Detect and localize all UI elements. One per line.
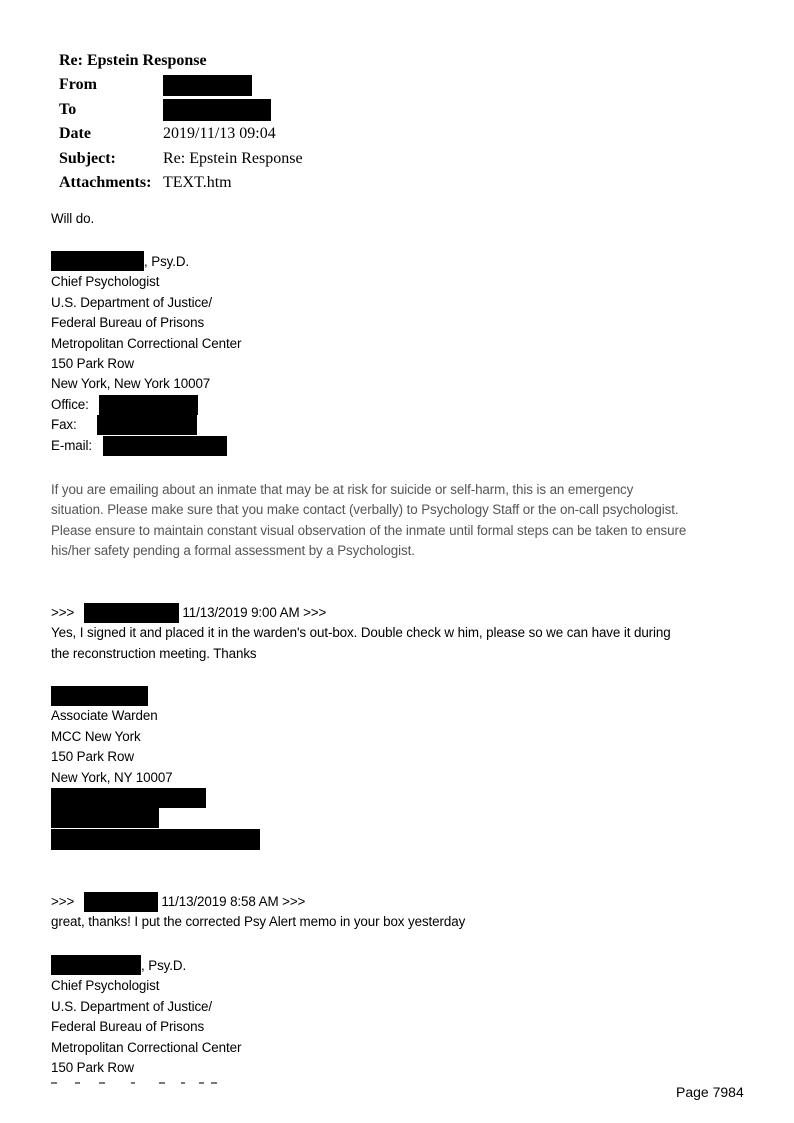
quote-timestamp: 11/13/2019 8:58 AM >>> [161,894,306,909]
redaction-box [103,436,227,456]
email-header [59,49,303,196]
fax-line [51,415,241,435]
signature-line: Metropolitan Correctional Center [51,335,242,351]
signature-line: Chief Psychologist [51,274,160,290]
page-number: Page 7984 [676,1084,744,1100]
quote-prefix: >>> [51,605,75,620]
signature-name-line [51,686,260,706]
redacted-line [51,808,260,828]
redaction-box [163,75,252,96]
signature-line: Chief Psychologist [51,978,160,994]
signature-name-line [51,252,241,272]
quote-timestamp: 11/13/2019 9:00 AM >>> [182,605,327,620]
redaction-box [51,808,159,828]
disclaimer [51,480,686,562]
signature-line: 150 Park Row [51,1059,134,1075]
signature-line: New York, NY 10007 [51,769,173,785]
signature-line: 150 Park Row [51,355,134,371]
attachments-row [59,171,303,196]
signature-line: Metropolitan Correctional Center [51,1039,242,1055]
signature-block [51,956,241,1078]
reply-text: Will do. [51,211,95,226]
reply-body [51,209,94,229]
redaction-box [99,395,198,415]
date-label: Date [59,125,91,142]
to-label: To [59,100,77,118]
to-row [59,98,303,123]
from-label: From [59,76,97,93]
quoted-message [51,603,671,664]
email-label: E-mail: [51,437,92,453]
disclaimer-line: his/her safety pending a formal assessment by a Psychologist. [51,543,415,559]
redaction-box [84,892,158,912]
signature-line: MCC New York [51,728,141,744]
signature-name-line [51,956,241,976]
signature-line: Federal Bureau of Prisons [51,315,205,331]
redaction-box [97,415,197,435]
signature-line: Associate Warden [51,708,158,724]
redaction-box [51,829,260,850]
redaction-box [51,955,141,975]
redaction-box [84,603,179,623]
subject-value: Re: Epstein Response [163,149,303,167]
redaction-box [51,686,148,706]
attachments-label: Attachments: [59,174,152,191]
date-row [59,122,303,147]
signature-block [51,686,260,849]
truncated-text-fragment [51,1081,226,1085]
message-line: the reconstruction meeting. Thanks [51,645,257,661]
message-line: Yes, I signed it and placed it in the warden's out-box. Double check w him, please so we can have it during [51,625,671,641]
quoted-message [51,892,465,933]
date-value: 2019/11/13 09:04 [163,125,276,142]
signature-name-suffix: , Psy.D. [144,254,190,269]
from-row [59,73,303,98]
redacted-line [51,788,260,808]
subject-row [59,147,303,172]
email-line [51,436,241,456]
message-line: great, thanks! I put the corrected Psy Alert memo in your box yesterday [51,914,466,930]
signature-line: Federal Bureau of Prisons [51,1019,205,1035]
disclaimer-line: If you are emailing about an inmate that may be at risk for suicide or self-harm, this is an emergency [51,482,634,497]
signature-name-suffix: , Psy.D. [141,958,187,973]
signature-block [51,252,241,456]
office-label: Office: [51,396,89,412]
quote-header [51,603,671,623]
subject-label: Subject: [59,149,116,167]
signature-line: U.S. Department of Justice/ [51,294,213,310]
redaction-box [51,788,206,808]
quote-header [51,892,465,912]
fax-label: Fax: [51,417,77,433]
signature-line: New York, New York 10007 [51,376,211,392]
redacted-line [51,829,260,849]
disclaimer-line: Please ensure to maintain constant visual observation of the inmate until formal steps can be taken to ensure [51,522,687,538]
disclaimer-line: situation. Please make sure that you make contact (verbally) to Psychology Staff or the on-call psychologist. [51,502,679,518]
office-line [51,395,241,415]
redaction-box [163,99,271,121]
redaction-box [51,251,144,271]
email-title: Re: Epstein Response [59,52,207,69]
signature-line: 150 Park Row [51,749,134,765]
signature-line: U.S. Department of Justice/ [51,998,213,1014]
attachments-value: TEXT.htm [163,174,232,191]
quote-prefix: >>> [51,894,75,909]
